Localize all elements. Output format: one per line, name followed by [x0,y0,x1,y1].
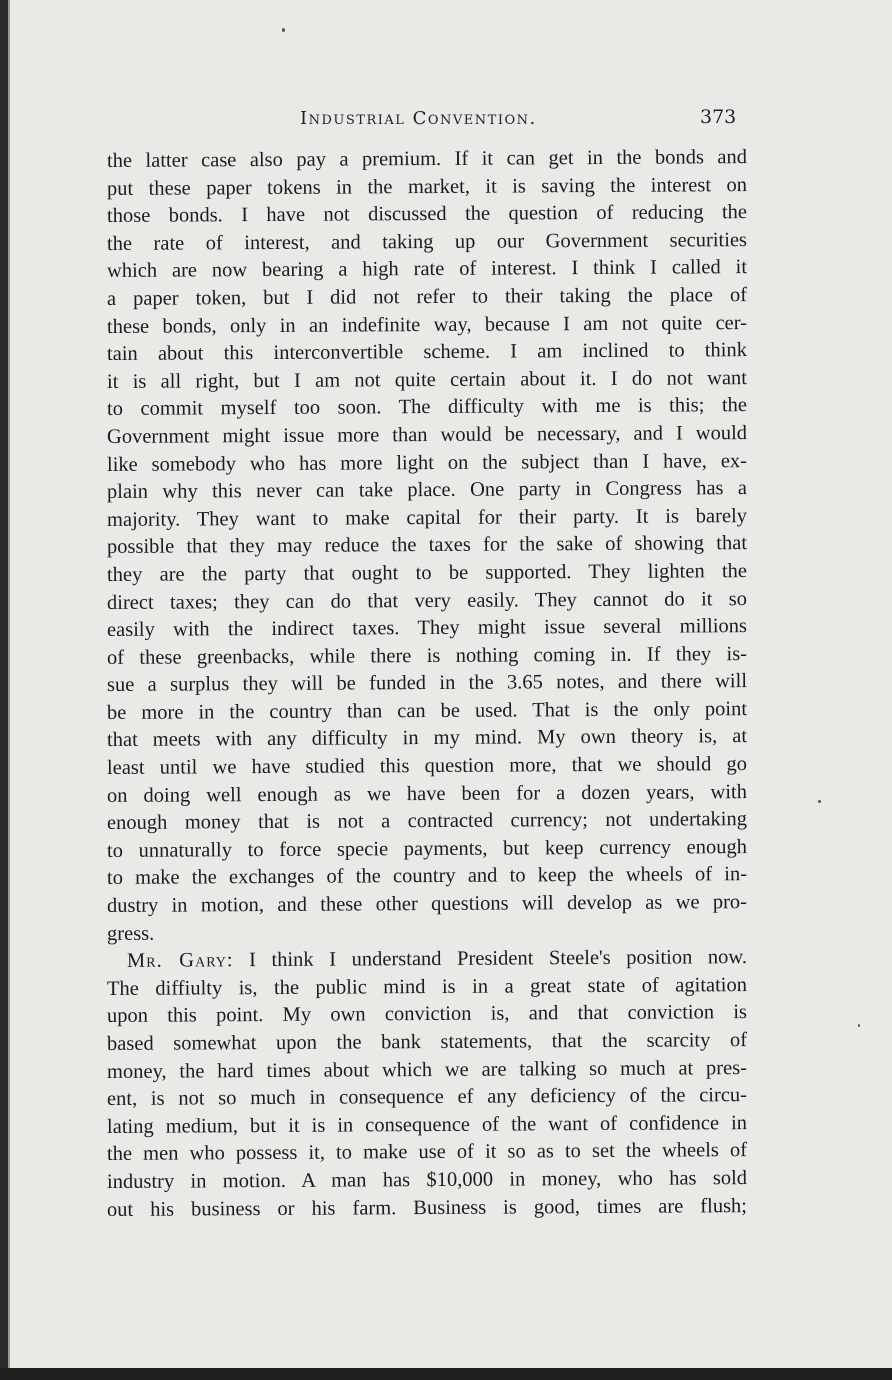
text-line: to commit myself too soon. The difficulty with me is this; the [106,394,748,421]
text-line: which are now bearing a high rate of interest. I think I called it [106,256,748,283]
text-line: those bonds. I have not discussed the question of reducing the [106,201,748,228]
text-line: upon this point. My own conviction is, and that conviction is [106,1001,748,1028]
text-line: easily with the indirect taxes. They might issue several millions [106,615,748,642]
scan-edge [0,1368,892,1380]
text-line: direct taxes; they can do that very easily. They cannot do it so [106,587,748,614]
text-line: money, the hard times about which we are talking so much at pres- [106,1056,748,1083]
text-line: out his business or his farm. Business is good, times are flush; [106,1194,748,1221]
text-line: a paper token, but I did not refer to their taking the place of [106,284,748,310]
text-line: possible that they may reduce the taxes for the sake of showing that [106,532,748,559]
ink-speck [282,28,285,32]
text-line: ent, is not so much in consequence ef any deficiency of the circu- [106,1084,748,1111]
text-line: Government might issue more than would be necessary, and I would [106,422,748,448]
book-page [8,0,892,1368]
speaker-name: Mr. Gary: [126,949,234,973]
body-text [107,148,747,1224]
text-line: that meets with any difficulty in my mind. My own theory is, at [106,725,748,752]
text-line: dustry in motion, and these other questions will develop as we pro- [106,891,748,918]
ink-speck [858,1024,860,1027]
text-line: lating medium, but it is in consequence of the want of confidence in [106,1111,748,1138]
text-line: majority. They want to make capital for their party. It is barely [106,504,748,531]
paragraph-1 [107,148,747,948]
text-line: the rate of interest, and taking up our Government securities [106,228,748,255]
running-head-title: Industrial Convention. [300,108,537,129]
text-line: gress. [106,922,155,945]
text-line: plain why this never can take place. One party in Congress has a [106,477,748,504]
text-line: to make the exchanges of the country and to keep the wheels of in- [106,863,748,890]
text-line: industry in motion. A man has $10,000 in money, who has sold [106,1167,748,1193]
text-line: The diffiulty is, the public mind is in a great state of agitation [106,973,748,1000]
text-line: of these greenbacks, while there is nothing coming in. If they is- [106,642,748,669]
text-line: to unnaturally to force specie payments, but keep currency enough [106,835,748,862]
text-line: based somewhat upon the bank statements, that the scarcity of [106,1029,748,1055]
text-line: on doing well enough as we have been for a dozen years, with [106,780,748,807]
text-line: put these paper tokens in the market, it is saving the interest on [106,173,748,200]
text-line: enough money that is not a contracted currency; not undertaking [106,808,748,835]
text-line: like somebody who has more light on the subject than I have, ex- [106,449,748,476]
text-line: the latter case also pay a premium. If it can get in the bonds and [106,146,748,172]
text-line: they are the party that ought to be supported. They lighten the [106,559,748,586]
text-line: be more in the country than can be used. That is the only point [106,697,748,724]
text-line: tain about this interconvertible scheme. I am inclined to think [106,339,748,366]
paragraph-2-first-line [107,944,747,976]
page-number: 373 [700,106,737,128]
text-line: the men who possess it, to make use of it so as to set the wheels of [106,1139,748,1166]
text-line: sue a surplus they will be funded in the 3.65 notes, and there will [106,670,748,697]
ink-speck [818,800,821,803]
paragraph-2-first-line-text: I think I understand President Steele's position now. [249,946,748,972]
text-line: least until we have studied this question more, that we should go [106,753,748,780]
text-line: these bonds, only in an indefinite way, because I am not quite cer- [106,311,748,338]
paragraph-2 [106,973,748,1224]
text-line: it is all right, but I am not quite certain about it. I do not want [106,366,748,393]
